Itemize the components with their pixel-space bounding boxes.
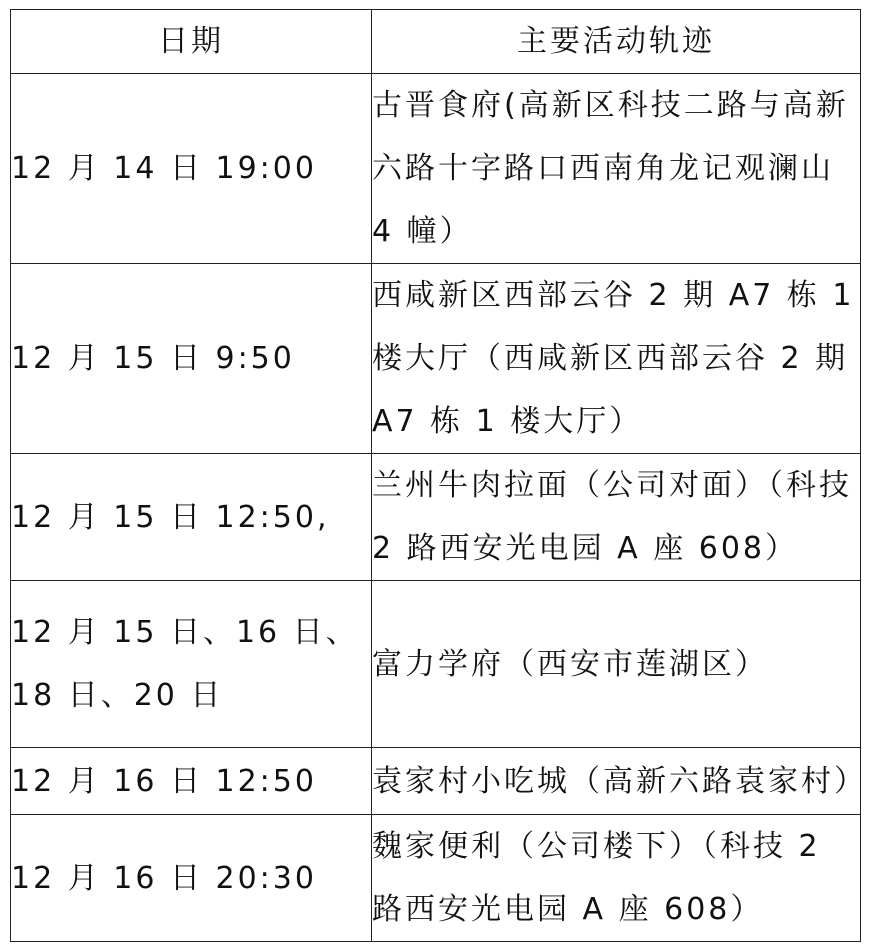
row-date: 12 月 14 日 19:00 <box>11 74 372 264</box>
row-date: 12 月 15 日、16 日、18 日、20 日 <box>11 581 372 748</box>
table-header-row <box>11 10 861 74</box>
table-row <box>11 74 861 264</box>
header-date: 日期 <box>11 10 372 74</box>
row-activity: 古晋食府(高新区科技二路与高新六路十字路口西南角龙记观澜山 4 幢） <box>372 74 861 264</box>
row-date: 12 月 16 日 20:30 <box>11 815 372 942</box>
activity-trace-table <box>10 9 867 942</box>
row-activity: 袁家村小吃城（高新六路袁家村） <box>372 748 861 815</box>
table-row <box>11 581 861 748</box>
table-row <box>11 748 861 815</box>
header-activity: 主要活动轨迹 <box>372 10 861 74</box>
row-activity: 魏家便利（公司楼下）（科技 2 路西安光电园 A 座 608） <box>372 815 861 942</box>
row-activity: 兰州牛肉拉面（公司对面）（科技 2 路西安光电园 A 座 608） <box>372 454 861 581</box>
row-date: 12 月 15 日 9:50 <box>11 264 372 454</box>
row-date: 12 月 15 日 12:50, <box>11 454 372 581</box>
table-row <box>11 264 861 454</box>
table-row <box>11 815 861 942</box>
row-activity: 富力学府（西安市莲湖区） <box>372 581 861 748</box>
table-row <box>11 454 861 581</box>
row-date: 12 月 16 日 12:50 <box>11 748 372 815</box>
row-activity: 西咸新区西部云谷 2 期 A7 栋 1 楼大厅（西咸新区西部云谷 2 期 A7 栋 1 楼大厅） <box>372 264 861 454</box>
